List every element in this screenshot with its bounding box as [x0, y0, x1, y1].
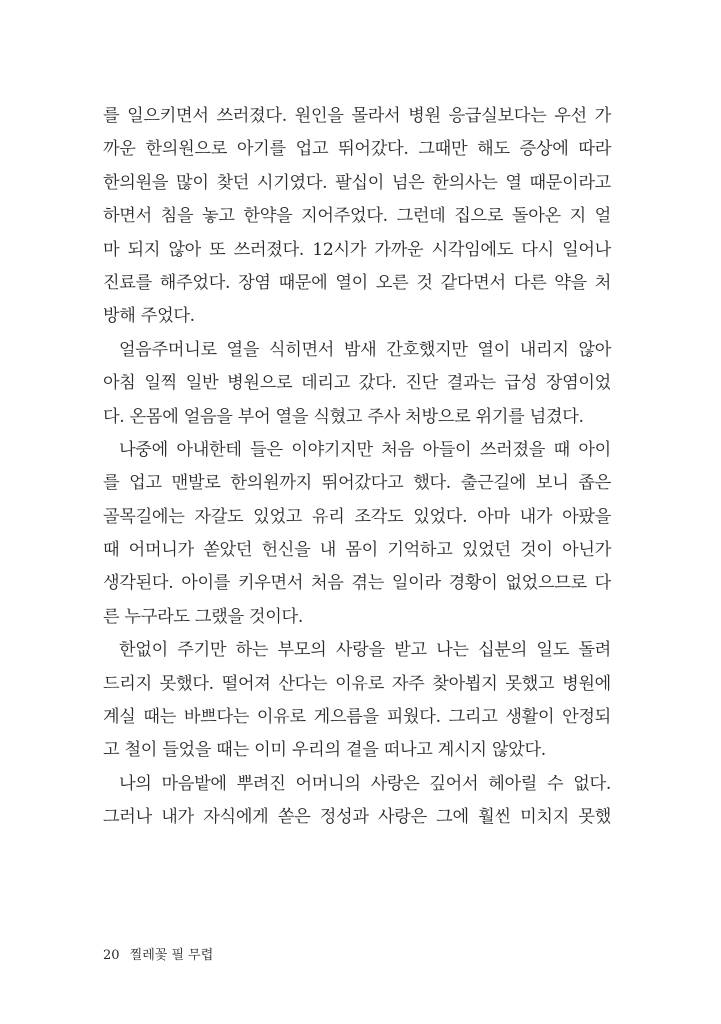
text-line: 골목길에는 자갈도 있었고 유리 조각도 있었다. 아마 내가 아팠을	[103, 506, 611, 527]
text-line: 다. 온몸에 얼음을 부어 열을 식혔고 주사 처방으로 위기를 넘겼다.	[103, 406, 584, 427]
body-text	[103, 100, 611, 835]
text-line: 진료를 해주었다. 장염 때문에 열이 오른 것 같다면서 다른 약을 처	[103, 272, 611, 293]
text-line: 고 철이 들었을 때는 이미 우리의 곁을 떠나고 계시지 않았다.	[103, 740, 546, 761]
text-line: 계실 때는 바쁘다는 이유로 게으름을 피웠다. 그리고 생활이 안정되	[103, 707, 611, 728]
text-line: 드리지 못했다. 떨어져 산다는 이유로 자주 찾아뵙지 못했고 병원에	[103, 673, 611, 694]
text-line: 얼음주머니로 열을 식히면서 밤새 간호했지만 열이 내리지 않아	[119, 339, 611, 360]
text-line: 를 일으키면서 쓰러졌다. 원인을 몰라서 병원 응급실보다는 우선 가	[103, 106, 611, 126]
text-line: 때 어머니가 쏟았던 헌신을 내 몸이 기억하고 있었던 것이 아닌가	[103, 540, 611, 561]
text-line: 아침 일찍 일반 병원으로 데리고 갔다. 진단 결과는 급성 장염이었	[103, 373, 611, 394]
text-line: 생각된다. 아이를 키우면서 처음 겪는 일이라 경황이 없었으므로 다	[103, 573, 611, 594]
text-line: 나의 마음밭에 뿌려진 어머니의 사랑은 깊어서 헤아릴 수 없다.	[119, 773, 611, 794]
text-line: 른 누구라도 그랬을 것이다.	[103, 606, 303, 627]
text-line: 마 되지 않아 또 쓰러졌다. 12시가 가까운 시각임에도 다시 일어나	[103, 239, 611, 260]
text-line: 나중에 아내한테 들은 이야기지만 처음 아들이 쓰러졌을 때 아이	[119, 439, 611, 460]
text-line: 를 업고 맨발로 한의원까지 뛰어갔다고 했다. 출근길에 보니 좁은	[103, 473, 611, 494]
text-line: 까운 한의원으로 아기를 업고 뛰어갔다. 그때만 해도 증상에 따라	[103, 139, 611, 160]
text-line: 방해 주었다.	[103, 306, 195, 327]
text-line: 그러나 내가 자식에게 쏟은 정성과 사랑은 그에 훨씬 미치지 못했	[103, 807, 611, 828]
page-footer	[103, 944, 213, 963]
page-number: 20	[103, 948, 120, 963]
running-title: 찔레꽃 필 무렵	[129, 948, 214, 963]
text-line: 한없이 주기만 하는 부모의 사랑을 받고 나는 십분의 일도 돌려	[119, 640, 611, 661]
text-line: 한의원을 많이 찾던 시기였다. 팔십이 넘은 한의사는 열 때문이라고	[103, 172, 611, 193]
text-line: 하면서 침을 놓고 한약을 지어주었다. 그런데 집으로 돌아온 지 얼	[103, 206, 611, 227]
